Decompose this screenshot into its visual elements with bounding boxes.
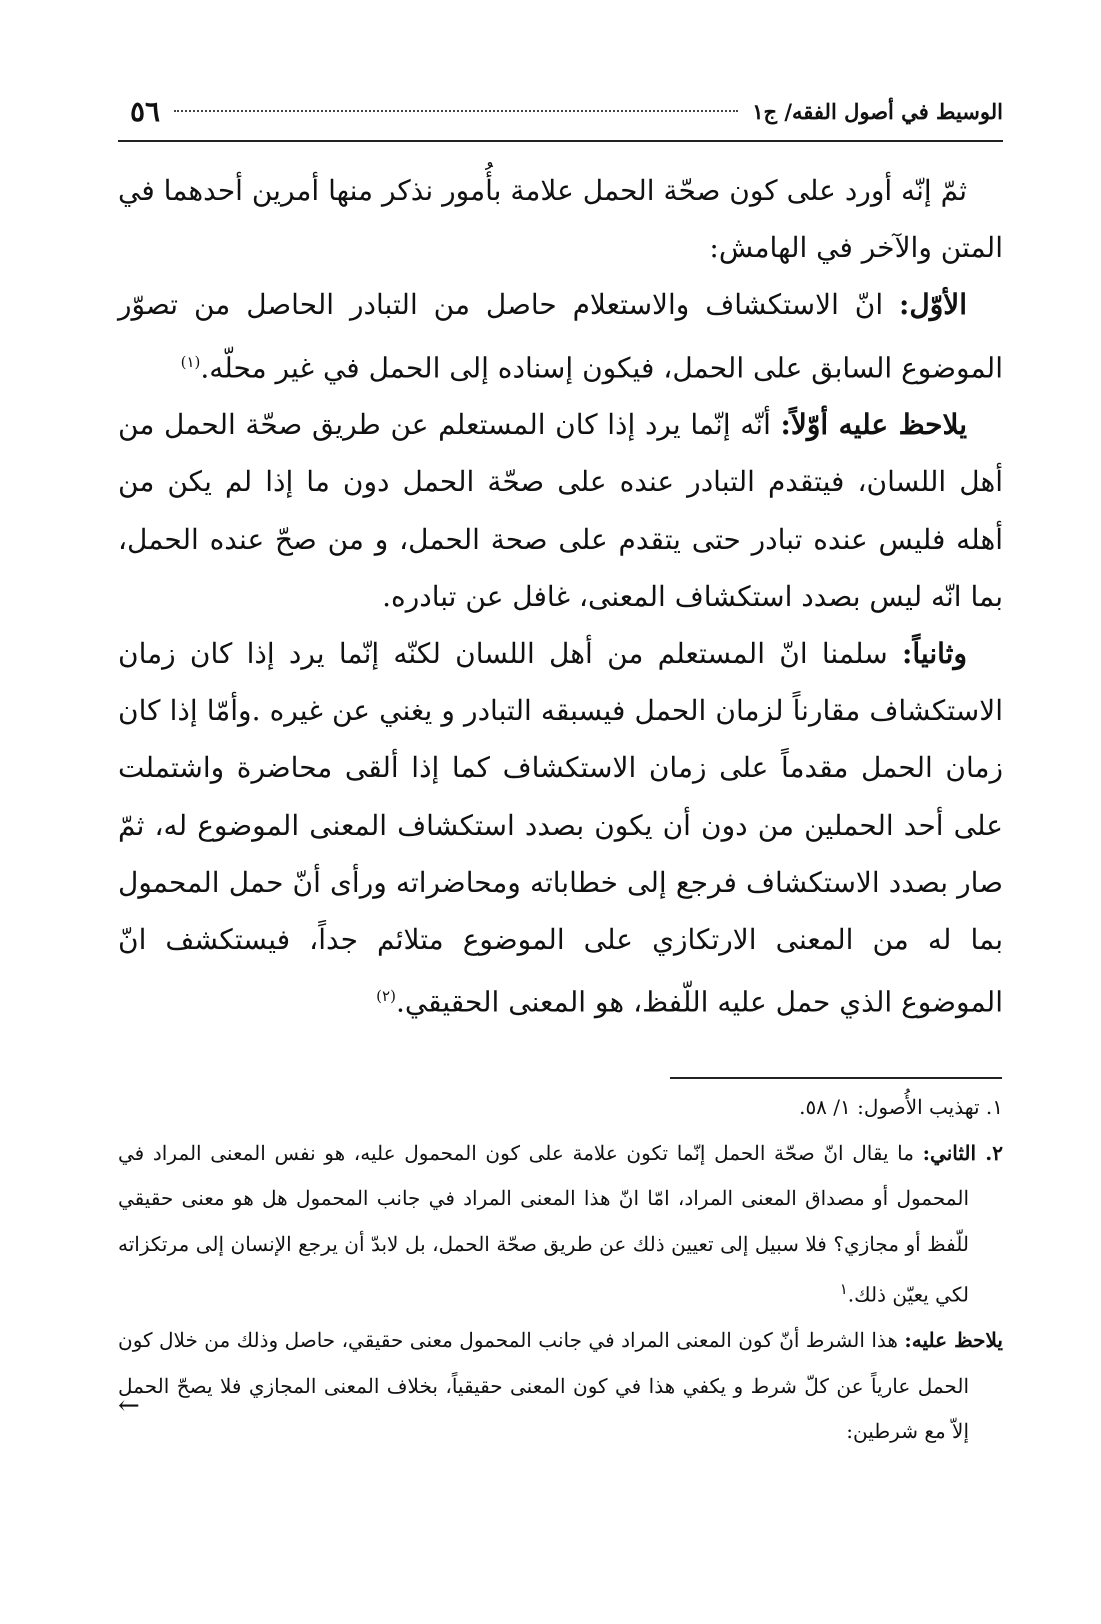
paragraph-2-text: انّ الاستكشاف والاستعلام حاصل من التبادر الحاصل من تصوّر الموضوع السابق على الحمل، فيكون إسناده إلى الحمل في غير محلّه. <box>118 288 1003 384</box>
footnote-3-text: هذا الشرط أنّ كون المعنى المراد في جانب المحمول معنى حقيقي، حاصل وذلك من خلال كون الحمل عارياً عن كلّ شرط و يكفي هذا في كون المعنى حقيقياً، بخلاف المعنى المجازي فلا يصحّ الحمل إلاّ مع شرطين: <box>118 1328 969 1444</box>
page-header <box>118 90 1003 132</box>
paragraph-3-text: أنّه إنّما يرد إذا كان المستعلم عن طريق صحّة الحمل من أهل اللسان، فيتقدم التبادر عنده على صحّة الحمل دون ما إذا لم يكن من أهله فليس عنده تبادر حتى يتقدم على صحة الحمل، و من صحّ عنده الحمل، بما انّه ليس بصدد استكشاف المعنى، غافل عن تبادره. <box>118 408 1003 613</box>
footnote-1: ١. تهذيب الأُصول: ١/ ٥٨. <box>799 1095 1003 1119</box>
paragraph-4-lead: وثانياً: <box>902 636 967 670</box>
footnote-2 <box>118 1131 1003 1319</box>
header-rule <box>118 140 1003 142</box>
header-dot-leader <box>174 110 738 112</box>
footnote-2-ref: ١ <box>839 1280 848 1298</box>
paragraph-1-text: ثمّ إنّه أورد على كون صحّة الحمل علامة بأُمور نذكر منها أمرين أحدهما في المتن والآخر في الهامش: <box>118 174 1003 265</box>
paragraph-3-lead: يلاحظ عليه أوّلاً: <box>780 408 967 442</box>
main-text <box>118 162 1003 1031</box>
footnote-2-text: ما يقال انّ صحّة الحمل إنّما تكون علامة على كون المحمول عليه، هو نفس المعنى المراد في المحمول أو مصداق المعنى المراد، امّا انّ هذا المعنى المراد في جانب المحمول هل هو معنى حقيقي للّفظ أو مجازي؟ فلا سبيل إلى تعيين ذلك عن طريق صحّة الحمل، بل لابدّ أن يرجع الإنسان إلى مرتكزاته لكي يعيّن ذلك. <box>118 1140 969 1307</box>
paragraph-3 <box>118 396 1003 625</box>
paragraph-2-lead: الأوّل: <box>899 288 967 322</box>
paragraph-2 <box>118 276 1003 396</box>
page-number: ٥٦ <box>130 94 161 128</box>
footnote-3-lead: يلاحظ عليه: <box>904 1328 1003 1353</box>
footnote-ref-1[interactable]: (١) <box>180 352 201 371</box>
footnote-ref-2[interactable]: (٢) <box>376 987 396 1006</box>
footnote-2-lead: ٢. الثاني: <box>922 1140 1004 1165</box>
footnote-separator <box>670 1077 1002 1079</box>
paragraph-4-text: سلمنا انّ المستعلم من أهل اللسان لكنّه إنّما يرد إذا كان زمان الاستكشاف مقارناً لزمان الحمل فيسبقه التبادر و يغني عن غيره .وأمّا إذا كان زمان الحمل مقدماً على زمان الاستكشاف كما إذا ألقى محاضرة واشتملت على أحد الحملين من دون أن يكون بصدد استكشاف المعنى الموضوع له، ثمّ صار بصدد الاستكشاف فرجع إلى خطاباته ومحاضراته ورأى أنّ حمل المحمول بما له من المعنى الارتكازي على الموضوع متلائم جداً، فيستكشف انّ الموضوع الذي حمل عليه اللّفظ، هو المعنى الحقيقي. <box>118 636 1003 1019</box>
footnote-3 <box>118 1318 1003 1455</box>
footnotes <box>118 1085 1003 1455</box>
paragraph-4 <box>118 625 1003 1031</box>
paragraph-1 <box>118 162 1003 276</box>
running-title: الوسيط في أصول الفقه/ ج١ <box>752 98 1003 124</box>
continue-arrow-icon: ← <box>118 1391 140 1421</box>
